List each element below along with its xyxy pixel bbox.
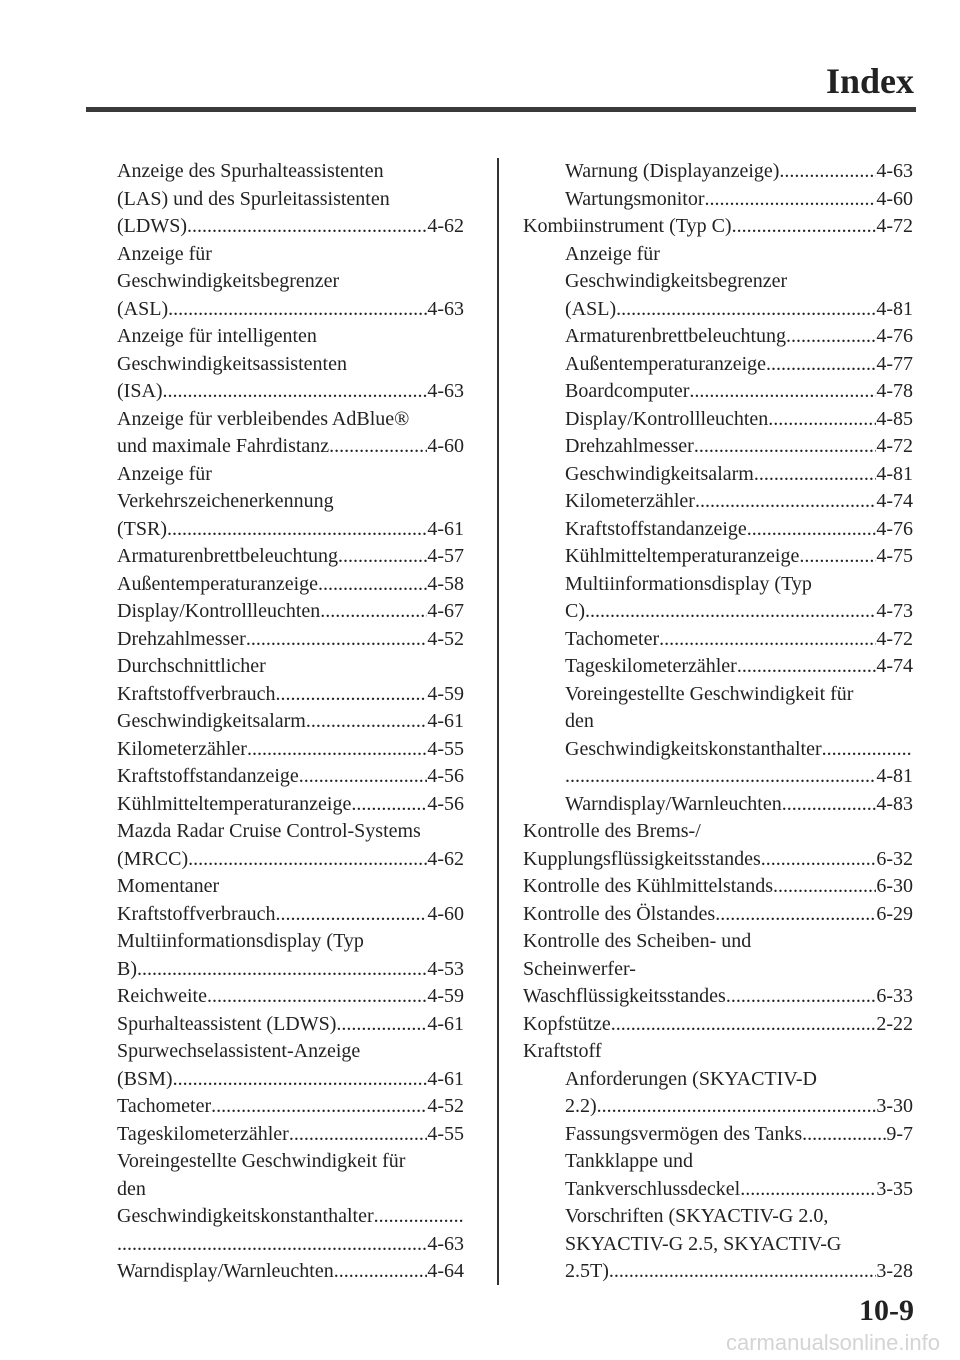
- index-entry: [523, 516, 913, 544]
- index-entry-label: Geschwindigkeitskonstanthalter: [565, 737, 822, 760]
- index-entry-page: 6-29: [876, 902, 913, 925]
- index-entry: [523, 351, 913, 379]
- index-entry: Mazda Radar Cruise Control-Systems: [117, 820, 421, 842]
- index-entry-page: 4-63: [427, 1232, 464, 1255]
- index-column-left: [117, 158, 464, 1286]
- index-entry: [117, 213, 464, 241]
- index-entry-page: 4-55: [427, 1122, 464, 1145]
- index-entry-page: 6-30: [876, 875, 913, 897]
- dot-leader: [329, 433, 427, 461]
- index-entry: Anzeige für: [117, 242, 212, 265]
- index-entry-page: 4-59: [427, 682, 464, 705]
- dot-leader: [704, 186, 876, 214]
- dot-leader: [275, 681, 427, 709]
- dot-leader: [737, 653, 876, 681]
- dot-leader: [320, 598, 427, 626]
- index-entry: [523, 296, 913, 324]
- index-entry-label: Drehzahlmesser: [565, 435, 694, 457]
- index-entry: [117, 598, 464, 626]
- index-entry: [523, 846, 913, 874]
- index-entry: [117, 433, 464, 461]
- index-column-right: [523, 158, 913, 1286]
- index-entry: Geschwindigkeitsbegrenzer: [565, 270, 788, 292]
- index-entry-label: Kraftstoffstandanzeige: [117, 765, 299, 787]
- dot-leader: [351, 791, 427, 819]
- index-entry: [523, 1093, 913, 1121]
- index-entry-page: 4-81: [876, 297, 913, 320]
- dot-leader: [597, 1093, 877, 1121]
- dot-leader: [611, 1011, 877, 1039]
- index-entry: Kontrolle des Brems-/: [523, 820, 701, 842]
- index-entry-page: 4-61: [427, 1067, 464, 1090]
- index-entry-label: Tachometer: [565, 627, 660, 650]
- index-entry-label: Kopfstütze: [523, 1012, 611, 1035]
- index-entry: den: [565, 710, 594, 732]
- index-entry: [523, 186, 913, 214]
- index-entry-label: Warndisplay/Warnleuchten: [117, 1260, 334, 1282]
- dot-leader: [137, 956, 427, 984]
- index-entry-label: Außentemperaturanzeige: [565, 352, 767, 375]
- index-entry: [523, 213, 913, 241]
- index-entry-page: 4-81: [876, 462, 913, 485]
- index-entry-page: 4-58: [427, 572, 464, 595]
- index-entry: Momentaner: [117, 875, 220, 897]
- index-entry: Kraftstoff: [523, 1040, 602, 1062]
- dot-leader: [318, 571, 427, 599]
- index-entry: [117, 1121, 464, 1149]
- index-entry: [117, 1203, 464, 1231]
- dot-leader: [173, 1066, 428, 1094]
- index-entry: [523, 1258, 913, 1286]
- index-entry-page: 4-76: [876, 325, 913, 347]
- index-entry-label: C): [565, 600, 585, 622]
- index-entry-label: Tageskilometerzähler: [117, 1122, 289, 1145]
- index-entry-label: Kühlmitteltemperaturanzeige: [565, 545, 800, 567]
- dot-leader: [565, 763, 876, 791]
- index-entry-label: Geschwindigkeitsalarm: [117, 710, 306, 732]
- index-entry: [523, 873, 913, 901]
- index-entry-page: 4-83: [876, 792, 913, 815]
- index-entry: SKYACTIV-G 2.5, SKYACTIV-G: [565, 1232, 842, 1255]
- index-entry: [117, 846, 464, 874]
- index-entry: [523, 1121, 913, 1149]
- index-entry-label: (ASL): [565, 297, 617, 320]
- index-entry-page: 4-72: [876, 215, 913, 237]
- index-entry: [523, 901, 913, 929]
- index-entry: Anzeige des Spurhalteassistenten: [117, 160, 384, 182]
- index-entry-page: 4-63: [876, 160, 913, 182]
- dot-leader: [779, 158, 876, 186]
- index-entry: [523, 1011, 913, 1039]
- index-entry: [117, 1011, 464, 1039]
- dot-leader: [726, 983, 877, 1011]
- index-entry: [523, 406, 913, 434]
- index-entry-label: 2.2): [565, 1095, 597, 1117]
- dot-leader: [822, 736, 913, 764]
- index-entry-label: Display/Kontrollleuchten: [117, 600, 321, 622]
- index-entry: [523, 488, 913, 516]
- index-entry: [523, 791, 913, 819]
- index-entry: Multiinformationsdisplay (Typ: [117, 930, 364, 952]
- index-entry-label: Warnung (Displayanzeige): [565, 160, 780, 182]
- index-entry-page: 4-56: [427, 765, 464, 787]
- index-entry-label: Kontrolle des Kühlmittelstands: [523, 875, 773, 897]
- dot-leader: [799, 543, 876, 571]
- index-entry-label: Kombiinstrument (Typ C): [523, 215, 732, 237]
- index-entry-page: 6-33: [876, 985, 913, 1007]
- index-entry: [117, 763, 464, 791]
- index-entry: [117, 543, 464, 571]
- dot-leader: [766, 351, 876, 379]
- index-entry-label: Wartungsmonitor: [565, 187, 705, 210]
- dot-leader: [695, 488, 876, 516]
- index-entry-page: 4-72: [876, 627, 913, 650]
- dot-leader: [773, 873, 876, 901]
- index-entry-page: 4-72: [876, 435, 913, 457]
- index-entry-label: Kühlmitteltemperaturanzeige: [117, 792, 352, 815]
- index-entry: (LAS) und des Spurleitassistenten: [117, 187, 390, 210]
- dot-leader: [246, 626, 428, 654]
- index-entry: [523, 736, 913, 764]
- index-entry: [117, 1231, 464, 1259]
- index-entry: [117, 296, 464, 324]
- index-entry: Vorschriften (SKYACTIV-G 2.0,: [565, 1205, 829, 1227]
- index-entry-page: 4-61: [427, 517, 464, 540]
- index-entry-label: Armaturenbrettbeleuchtung: [565, 325, 787, 347]
- dot-leader: [374, 1203, 464, 1231]
- index-entry: Anzeige für: [565, 242, 660, 265]
- index-entry-label: Außentemperaturanzeige: [117, 572, 319, 595]
- index-entry-label: Kilometerzähler: [565, 490, 695, 512]
- index-entry-page: 4-74: [876, 655, 913, 677]
- index-entry-page: 4-67: [427, 600, 464, 622]
- dot-leader: [211, 1093, 427, 1121]
- dot-leader: [616, 296, 876, 324]
- index-entry: [117, 378, 464, 406]
- index-entry-page: 4-53: [427, 957, 464, 980]
- dot-leader: [163, 378, 428, 406]
- index-entry-label: Tachometer: [117, 1095, 212, 1117]
- index-entry-page: 4-55: [427, 737, 464, 760]
- index-entry-page: 4-73: [876, 600, 913, 622]
- index-entry: Anzeige für: [117, 462, 212, 485]
- index-entry: [117, 708, 464, 736]
- index-entry: [117, 626, 464, 654]
- index-entry: Geschwindigkeitsbegrenzer: [117, 270, 340, 292]
- index-entry: [523, 461, 913, 489]
- index-entry-label: Tageskilometerzähler: [565, 655, 737, 677]
- index-entry-label: Fassungsvermögen des Tanks: [565, 1122, 803, 1145]
- index-entry-page: 4-59: [427, 985, 464, 1007]
- index-entry-label: Tankverschlussdeckel: [565, 1177, 741, 1200]
- index-entry-page: 4-64: [427, 1260, 464, 1282]
- index-entry: [117, 983, 464, 1011]
- index-entry: [523, 543, 913, 571]
- header-rule: [86, 107, 916, 112]
- index-entry-label: Armaturenbrettbeleuchtung: [117, 545, 339, 567]
- dot-leader: [338, 543, 427, 571]
- index-entry-page: 2-22: [876, 1012, 913, 1035]
- dot-leader: [689, 378, 876, 406]
- index-entry-page: 4-62: [427, 215, 464, 237]
- index-entry-label: Kontrolle des Ölstandes: [523, 902, 716, 925]
- index-entry-label: (BSM): [117, 1067, 173, 1090]
- index-entry-label: Display/Kontrollleuchten: [565, 407, 769, 430]
- dot-leader: [786, 323, 876, 351]
- index-entry-label: (MRCC): [117, 847, 189, 870]
- dot-leader: [694, 433, 877, 461]
- dot-leader: [117, 1231, 427, 1259]
- index-entry: Multiinformationsdisplay (Typ: [565, 572, 812, 595]
- index-entry-page: 4-62: [427, 847, 464, 870]
- index-entry-page: 4-78: [876, 380, 913, 402]
- dot-leader: [289, 1121, 427, 1149]
- index-entry: [117, 901, 464, 929]
- index-entry: [523, 158, 913, 186]
- index-entry-page: 3-30: [876, 1095, 913, 1117]
- index-entry-label: (ISA): [117, 380, 163, 402]
- dot-leader: [306, 708, 427, 736]
- index-entry: [523, 433, 913, 461]
- index-entry-page: 4-52: [427, 1095, 464, 1117]
- index-entry-label: Boardcomputer: [565, 380, 690, 402]
- index-entry-label: Kraftstoffverbrauch: [117, 902, 276, 925]
- dot-leader: [168, 296, 427, 324]
- index-entry: Spurwechselassistent-Anzeige: [117, 1040, 361, 1062]
- dot-leader: [754, 461, 876, 489]
- index-entry-page: 4-60: [876, 187, 913, 210]
- index-entry: [523, 323, 913, 351]
- index-entry: [117, 516, 464, 544]
- index-entry: den: [117, 1177, 146, 1200]
- dot-leader: [187, 213, 427, 241]
- index-entry: Anzeige für verbleibendes AdBlue®: [117, 407, 410, 430]
- index-entry: Verkehrszeichenerkennung: [117, 490, 334, 512]
- index-entry-page: 4-81: [876, 765, 913, 787]
- index-entry-page: 4-74: [876, 490, 913, 512]
- index-entry: [523, 626, 913, 654]
- dot-leader: [659, 626, 876, 654]
- index-entry: [523, 598, 913, 626]
- index-entry: Voreingestellte Geschwindigkeit für: [565, 682, 854, 705]
- dot-leader: [747, 516, 877, 544]
- index-entry-label: Drehzahlmesser: [117, 627, 246, 650]
- index-entry: [523, 378, 913, 406]
- dot-leader: [802, 1121, 886, 1149]
- index-entry-page: 4-63: [427, 297, 464, 320]
- index-entry-label: (ASL): [117, 297, 169, 320]
- index-entry-label: und maximale Fahrdistanz: [117, 435, 330, 457]
- index-entry: Anzeige für intelligenten: [117, 325, 317, 347]
- index-entry: [117, 571, 464, 599]
- dot-leader: [188, 846, 427, 874]
- index-entry-label: Waschflüssigkeitsstandes: [523, 985, 726, 1007]
- index-entry: Scheinwerfer-: [523, 957, 636, 980]
- dot-leader: [167, 516, 427, 544]
- index-entry-page: 4-60: [427, 902, 464, 925]
- dot-leader: [275, 901, 427, 929]
- index-entry: [523, 763, 913, 791]
- index-entry-page: 3-28: [876, 1260, 913, 1282]
- dot-leader: [585, 598, 876, 626]
- index-entry-page: 9-7: [886, 1122, 913, 1145]
- index-entry: Durchschnittlicher: [117, 655, 266, 677]
- index-entry-label: Geschwindigkeitskonstanthalter: [117, 1205, 374, 1227]
- index-entry-page: 4-61: [427, 1012, 464, 1035]
- index-entry-page: 6-32: [876, 847, 913, 870]
- dot-leader: [299, 763, 428, 791]
- index-entry: Tankklappe und: [565, 1150, 694, 1172]
- index-entry: Kontrolle des Scheiben- und: [523, 930, 752, 952]
- page-number: 10-9: [859, 1294, 914, 1327]
- index-entry: [117, 681, 464, 709]
- index-entry-page: 4-85: [876, 407, 913, 430]
- dot-leader: [715, 901, 876, 929]
- index-entry-label: Kraftstoffverbrauch: [117, 682, 276, 705]
- dot-leader: [609, 1258, 876, 1286]
- watermark: carmanualsonline.info: [725, 1330, 940, 1355]
- index-entry-page: 3-35: [876, 1177, 913, 1200]
- index-entry: [117, 1093, 464, 1121]
- index-entry-label: Warndisplay/Warnleuchten: [565, 792, 782, 815]
- index-entry-label: Reichweite: [117, 985, 207, 1007]
- index-entry-page: 4-77: [876, 352, 913, 375]
- index-entry: [117, 791, 464, 819]
- index-entry: Geschwindigkeitsassistenten: [117, 352, 347, 375]
- index-entry-label: Kilometerzähler: [117, 737, 247, 760]
- index-entry-label: (TSR): [117, 517, 167, 540]
- index-entry-page: 4-56: [427, 792, 464, 815]
- dot-leader: [768, 406, 876, 434]
- index-entry-page: 4-57: [427, 545, 464, 567]
- index-entry: [117, 736, 464, 764]
- dot-leader: [740, 1176, 876, 1204]
- index-entry-label: Spurhalteassistent (LDWS): [117, 1012, 337, 1035]
- index-entry: Voreingestellte Geschwindigkeit für: [117, 1150, 406, 1172]
- dot-leader: [336, 1011, 427, 1039]
- index-entry-page: 4-61: [427, 710, 464, 732]
- index-entry-page: 4-52: [427, 627, 464, 650]
- index-entry: [117, 956, 464, 984]
- index-entry-label: (LDWS): [117, 215, 187, 237]
- index-entry: [523, 983, 913, 1011]
- index-entry: [117, 1066, 464, 1094]
- index-entry: [117, 1258, 464, 1286]
- page-title: Index: [825, 61, 914, 101]
- dot-leader: [782, 791, 877, 819]
- index-entry: [523, 1176, 913, 1204]
- dot-leader: [334, 1258, 428, 1286]
- index-entry-label: Kupplungsflüssigkeitsstandes: [523, 847, 761, 870]
- index-entry-label: B): [117, 957, 137, 980]
- index-entry: [523, 653, 913, 681]
- dot-leader: [732, 213, 877, 241]
- index-entry-page: 4-63: [427, 380, 464, 402]
- index-entry-label: 2.5T): [565, 1260, 609, 1282]
- index-entry-page: 4-60: [427, 435, 464, 457]
- dot-leader: [761, 846, 877, 874]
- index-entry: Anforderungen (SKYACTIV-D: [565, 1067, 818, 1090]
- index-entry-page: 4-75: [876, 545, 913, 567]
- dot-leader: [247, 736, 427, 764]
- index-entry-page: 4-76: [876, 517, 913, 540]
- index-entry-label: Geschwindigkeitsalarm: [565, 462, 754, 485]
- dot-leader: [207, 983, 427, 1011]
- index-entry-label: Kraftstoffstandanzeige: [565, 517, 747, 540]
- column-divider: [497, 158, 499, 1285]
